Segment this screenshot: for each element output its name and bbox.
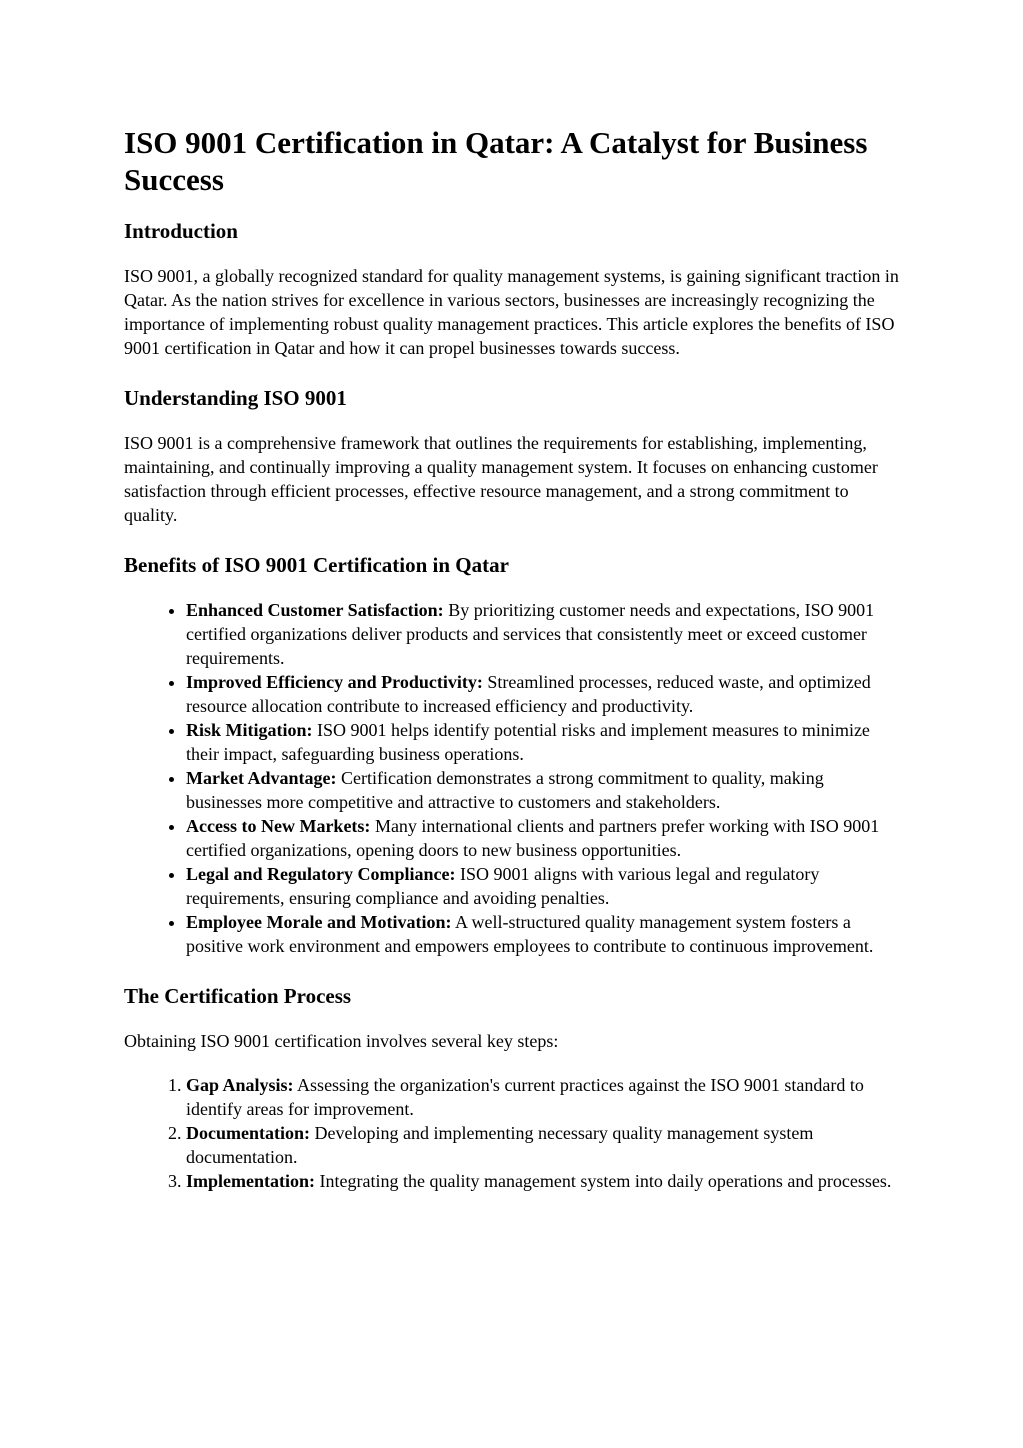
benefit-item xyxy=(186,718,904,766)
benefit-text: A well-structured quality management system fosters a positive work environment and empowers employees to contribute to continuous improvement. xyxy=(186,912,874,956)
process-step xyxy=(186,1073,904,1121)
benefit-term: Improved Efficiency and Productivity: xyxy=(186,672,483,692)
benefit-term: Employee Morale and Motivation: xyxy=(186,912,452,932)
benefit-item xyxy=(186,910,904,958)
benefit-term: Legal and Regulatory Compliance: xyxy=(186,864,456,884)
document-page xyxy=(124,124,904,1193)
benefits-list xyxy=(124,598,904,958)
benefit-term: Access to New Markets: xyxy=(186,816,371,836)
benefit-text: Many international clients and partners prefer working with ISO 9001 certified organizations, opening doors to new business opportunities. xyxy=(186,816,880,860)
benefit-item xyxy=(186,862,904,910)
benefit-item xyxy=(186,814,904,862)
benefit-text: ISO 9001 helps identify potential risks and implement measures to minimize their impact, safeguarding business operations. xyxy=(186,720,870,764)
step-term: Documentation: xyxy=(186,1123,310,1143)
introduction-paragraph: ISO 9001, a globally recognized standard for quality management systems, is gaining significant traction in Qatar. As the nation strives for excellence in various sectors, businesses are increasingly recognizing the importance of implementing robust quality management practices. This article explores the benefits of ISO 9001 certification in Qatar and how it can propel businesses towards success. xyxy=(124,266,899,358)
process-step xyxy=(186,1169,904,1193)
benefit-text: By prioritizing customer needs and expectations, ISO 9001 certified organizations deliver products and services that consistently meet or exceed customer requirements. xyxy=(186,600,875,668)
understanding-heading: Understanding ISO 9001 xyxy=(124,386,347,410)
benefit-term: Enhanced Customer Satisfaction: xyxy=(186,600,444,620)
benefit-text: ISO 9001 aligns with various legal and regulatory requirements, ensuring compliance and avoiding penalties. xyxy=(186,864,820,908)
benefit-text: Certification demonstrates a strong commitment to quality, making businesses more competitive and attractive to customers and stakeholders. xyxy=(186,768,824,812)
process-step xyxy=(186,1121,904,1169)
step-text: Developing and implementing necessary quality management system documentation. xyxy=(186,1123,814,1167)
process-heading: The Certification Process xyxy=(124,984,352,1008)
benefit-term: Risk Mitigation: xyxy=(186,720,313,740)
benefit-term: Market Advantage: xyxy=(186,768,337,788)
step-text: Assessing the organization's current practices against the ISO 9001 standard to identify areas for improvement. xyxy=(186,1075,864,1119)
benefit-item xyxy=(186,670,904,718)
step-term: Implementation: xyxy=(186,1171,315,1191)
benefit-item xyxy=(186,598,904,670)
benefits-heading: Benefits of ISO 9001 Certification in Qatar xyxy=(124,553,509,577)
step-term: Gap Analysis: xyxy=(186,1075,294,1095)
document-title: ISO 9001 Certification in Qatar: A Catalyst for Business Success xyxy=(124,125,868,197)
process-intro-paragraph: Obtaining ISO 9001 certification involves several key steps: xyxy=(124,1031,559,1051)
step-text: Integrating the quality management system into daily operations and processes. xyxy=(315,1171,892,1191)
benefit-text: Streamlined processes, reduced waste, and optimized resource allocation contribute to increased efficiency and productivity. xyxy=(186,672,871,716)
process-steps-list xyxy=(124,1073,904,1193)
introduction-heading: Introduction xyxy=(124,219,238,243)
benefit-item xyxy=(186,766,904,814)
understanding-paragraph: ISO 9001 is a comprehensive framework that outlines the requirements for establishing, implementing, maintaining, and continually improving a quality management system. It focuses on enhancing customer satisfaction through efficient processes, effective resource management, and a strong commitment to quality. xyxy=(124,433,878,525)
